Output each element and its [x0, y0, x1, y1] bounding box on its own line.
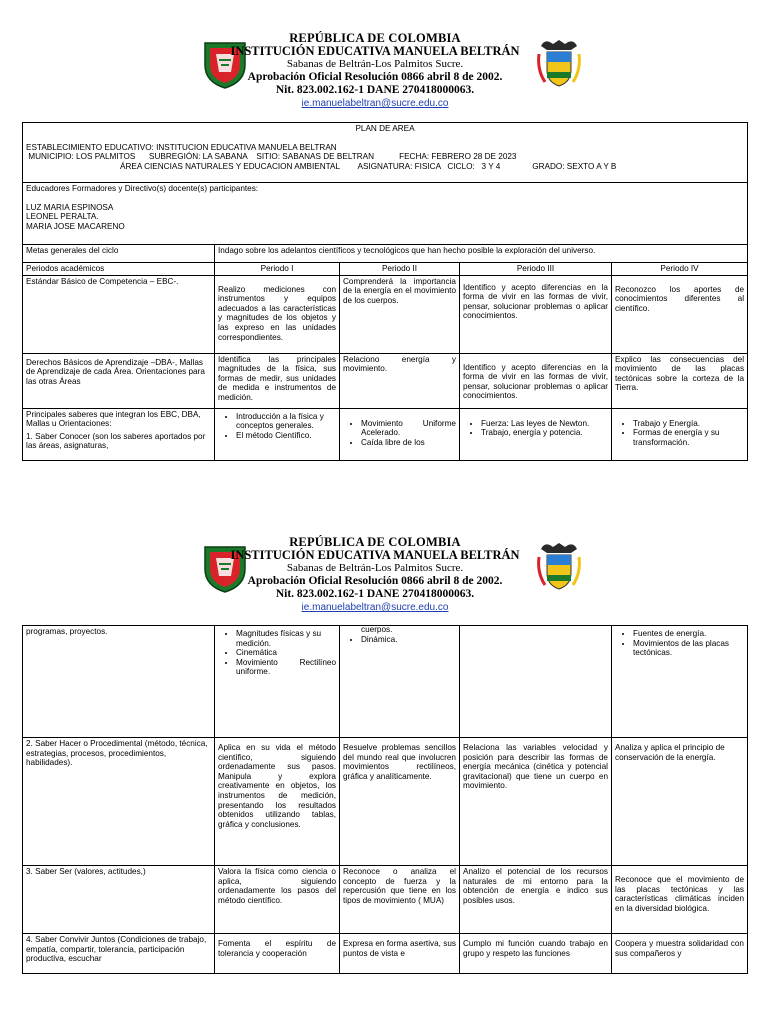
saber-convivir-label-text: 4. Saber Convivir Juntos (Condiciones de trabajo, empatía, compartir, tolerancia, participación productiva, escuchar — [26, 935, 207, 964]
saber-conocer-cont-4 — [612, 626, 748, 738]
saber-conocer-label: 1. Saber Conocer (son los saberes aportados por las áreas, asignaturas, — [26, 431, 206, 451]
header-country: REPÚBLICA DE COLOMBIA — [289, 31, 461, 45]
list-item: • Trabajo, energía y potencia. — [481, 428, 608, 438]
page-header — [175, 536, 575, 614]
plan-table-page2 — [22, 625, 748, 974]
saber-hacer-label: 2. Saber Hacer o Procedimental (método, técnica, estrategias, procesos, procedimientos, habilidades). — [23, 738, 215, 866]
plan-title: PLAN DE AREA — [355, 124, 415, 133]
header-nit: Nit. 823.002.162-1 DANE 270418000063. — [275, 84, 475, 96]
period-header-3: Periodo III — [460, 263, 612, 276]
list-item: • Introducción a la física y conceptos generales. — [236, 412, 336, 431]
list-item: • Movimiento Uniforme Acelerado. — [361, 419, 456, 438]
plan-table-page1 — [22, 122, 748, 461]
saber-ser-period-3: Analizo el potencial de los recursos naturales de mi entorno para la obtención de energía e indico sus posibles usos. — [460, 866, 612, 934]
dba-period-4: Explico las consecuencias del movimiento de las placas tectónicas sobre la corteza de la Tierra. — [612, 353, 748, 408]
period-header-2: Periodo II — [340, 263, 460, 276]
header-email-link[interactable]: ie.manuelabeltran@sucre.edu.co — [301, 602, 449, 613]
list-item: • Magnitudes físicas y su medición. — [236, 629, 336, 648]
page-header — [175, 32, 575, 110]
list-item: • Fuerza: Las leyes de Newton. — [481, 419, 608, 429]
saber-hacer-period-2: Resuelve problemas sencillos del mundo real que involucren movimientos rectilíneos, gráfica y analíticamente. — [340, 738, 460, 866]
ebc-period-1: Realizo mediciones con instrumentos y equipos adecuados a las características y magnitudes de los objetos y las expreso en las unidades correspondientes. — [215, 275, 340, 353]
list-item: • Formas de energía y su transformación. — [633, 428, 744, 447]
ebc-period-4: Reconozco los aportes de conocimientos diferentes al científico. — [612, 275, 748, 353]
continued-label: programas, proyectos. — [23, 626, 215, 738]
periodos-label: Periodos académicos — [23, 263, 215, 276]
saber-conocer-period-2 — [340, 408, 460, 460]
header-location: Sabanas de Beltrán-Los Palmitos Sucre. — [286, 562, 464, 574]
header-resolution: Aprobación Oficial Resolución 0866 abril 8 de 2002. — [247, 71, 503, 83]
saber-conocer-cont-3 — [460, 626, 612, 738]
header-email-link[interactable]: ie.manuelabeltran@sucre.edu.co — [301, 98, 449, 109]
saber-conocer-period-1 — [215, 408, 340, 460]
saber-convivir-text-3: Cumplo mi función cuando trabajo en grupo y respeto las funciones — [463, 939, 608, 958]
saber-convivir-period-4 — [612, 934, 748, 974]
list-item: • Caída libre de los — [361, 438, 456, 448]
educator-name: MARIA JOSE MACARENO — [26, 221, 125, 231]
saber-ser-period-4: Reconoce que el movimiento de las placas tectónicas y las características climáticas inciden en la diversidad biológica. — [612, 866, 748, 934]
saber-convivir-period-1 — [215, 934, 340, 974]
educator-name: LEONEL PERALTA. — [26, 212, 99, 222]
plan-info-municipality: MUNICIPIO: LOS PALMITOS SUBREGIÓN: LA SABANA SITIO: SABANAS DE BELTRAN FECHA: FEBRERO 28 DE 2023 — [26, 152, 517, 162]
header-nit: Nit. 823.002.162-1 DANE 270418000063. — [275, 588, 475, 600]
saber-convivir-period-3 — [460, 934, 612, 974]
saber-convivir-text-1: Fomenta el espíritu de tolerancia y cooperación — [218, 939, 336, 958]
period-header-4: Periodo IV — [612, 263, 748, 276]
list-item: • Dinámica. — [361, 635, 456, 645]
saber-conocer-cont-1 — [215, 626, 340, 738]
saber-hacer-period-4: Analiza y aplica el principio de conservación de la energía. — [612, 738, 748, 866]
saber-hacer-period-1: Aplica en su vida el método científico, siguiendo ordenadamente sus pasos. Manipula y explora creativamente en objetos, los instrumentos de medición, presentando los resultados obtenidos utilizando tablas, gráfica y conclusiones. — [215, 738, 340, 866]
saber-ser-period-1: Valora la física como ciencia o aplica, siguiendo ordenadamente los pasos del método científico. — [215, 866, 340, 934]
dba-period-1: Identifica las principales magnitudes de la física, sus formas de medir, sus unidades de medida e instrumentos de medición. — [215, 353, 340, 408]
plan-info-area: ÁREA CIENCIAS NATURALES Y EDUCACION AMBIENTAL ASIGNATURA: FISICA CICLO: 3 Y 4 GRADO: SEXTO A Y B — [120, 161, 617, 171]
dba-period-2: Relaciono energía y movimiento. — [340, 353, 460, 408]
saber-ser-period-2: Reconoce o analiza el concepto de fuerza y la repercusión que tiene en los tipos de movimiento ( MUA) — [340, 866, 460, 934]
saber-convivir-period-2 — [340, 934, 460, 974]
saber-conocer-cont-2 — [340, 626, 460, 738]
educators-cell — [23, 183, 748, 245]
saber-convivir-label — [23, 934, 215, 974]
saber-conocer-period-4 — [612, 408, 748, 460]
list-item: • Movimiento Rectilíneo uniforme. — [236, 658, 336, 677]
ebc-period-3: Identifico y acepto diferencias en la forma de vivir en las formas de vivir, pensar, solucionar problemas o aplicar conocimientos. — [460, 275, 612, 353]
metas-label: Metas generales del ciclo — [23, 245, 215, 263]
list-item: • Fuentes de energía. — [633, 629, 744, 639]
educators-label: Educadores Formadores y Directivo(s) docente(s) participantes: — [26, 184, 259, 193]
saber-ser-label: 3. Saber Ser (valores, actitudes,) — [23, 866, 215, 934]
educator-name: LUZ MARIA ESPINOSA — [26, 202, 114, 212]
saber-hacer-period-3: Relaciona las variables velocidad y posición para describir las formas de energía mecánica (cinética y potencial gravitacional) que tiene un cuerpo en movimiento. — [460, 738, 612, 866]
list-item: • Movimientos de las placas tectónicas. — [633, 639, 744, 658]
saber-convivir-text-2: Expresa en forma asertiva, sus puntos de vista e — [343, 939, 456, 958]
header-institution: INSTITUCIÓN EDUCATIVA MANUELA BELTRÁN — [230, 548, 520, 562]
period-header-1: Periodo I — [215, 263, 340, 276]
metas-value: Indago sobre los adelantos científicos y tecnológicos que han hecho posible la exploración del universo. — [215, 245, 748, 263]
saber-conocer-period-3 — [460, 408, 612, 460]
header-location: Sabanas de Beltrán-Los Palmitos Sucre. — [286, 58, 464, 70]
ebc-period-2: Comprenderá la importancia de la energía en el movimiento de los cuerpos. — [340, 275, 460, 353]
header-country: REPÚBLICA DE COLOMBIA — [289, 535, 461, 549]
ebc-label: Estándar Básico de Competencia – EBC-. — [23, 275, 215, 353]
dba-period-3: Identifico y acepto diferencias en la forma de vivir en las formas de vivir, pensar, solucionar problemas o aplicar conocimientos. — [460, 353, 612, 408]
saberes-label-cell — [23, 408, 215, 460]
dba-label: Derechos Básicos de Aprendizaje –DBA-, Mallas de Aprendizaje de cada Área. Orientaciones para las otras Áreas — [23, 353, 215, 408]
list-item-continued: cuerpos. — [361, 625, 393, 634]
saberes-label: Principales saberes que integran los EBC, DBA, Mallas u Orientaciones: — [26, 409, 201, 429]
header-institution: INSTITUCIÓN EDUCATIVA MANUELA BELTRÁN — [230, 44, 520, 58]
list-item: • Trabajo y Energía. — [633, 419, 744, 429]
plan-info-establishment: ESTABLECIMIENTO EDUCATIVO: INSTITUCION EDUCATIVA MANUELA BELTRAN — [26, 142, 337, 152]
header-resolution: Aprobación Oficial Resolución 0866 abril 8 de 2002. — [247, 575, 503, 587]
list-item: • Cinemática — [236, 648, 336, 658]
list-item: • El método Científico. — [236, 431, 336, 441]
saber-convivir-text-4: Coopera y muestra solidaridad con sus compañeros y — [615, 939, 744, 958]
plan-info-cell — [23, 123, 748, 183]
